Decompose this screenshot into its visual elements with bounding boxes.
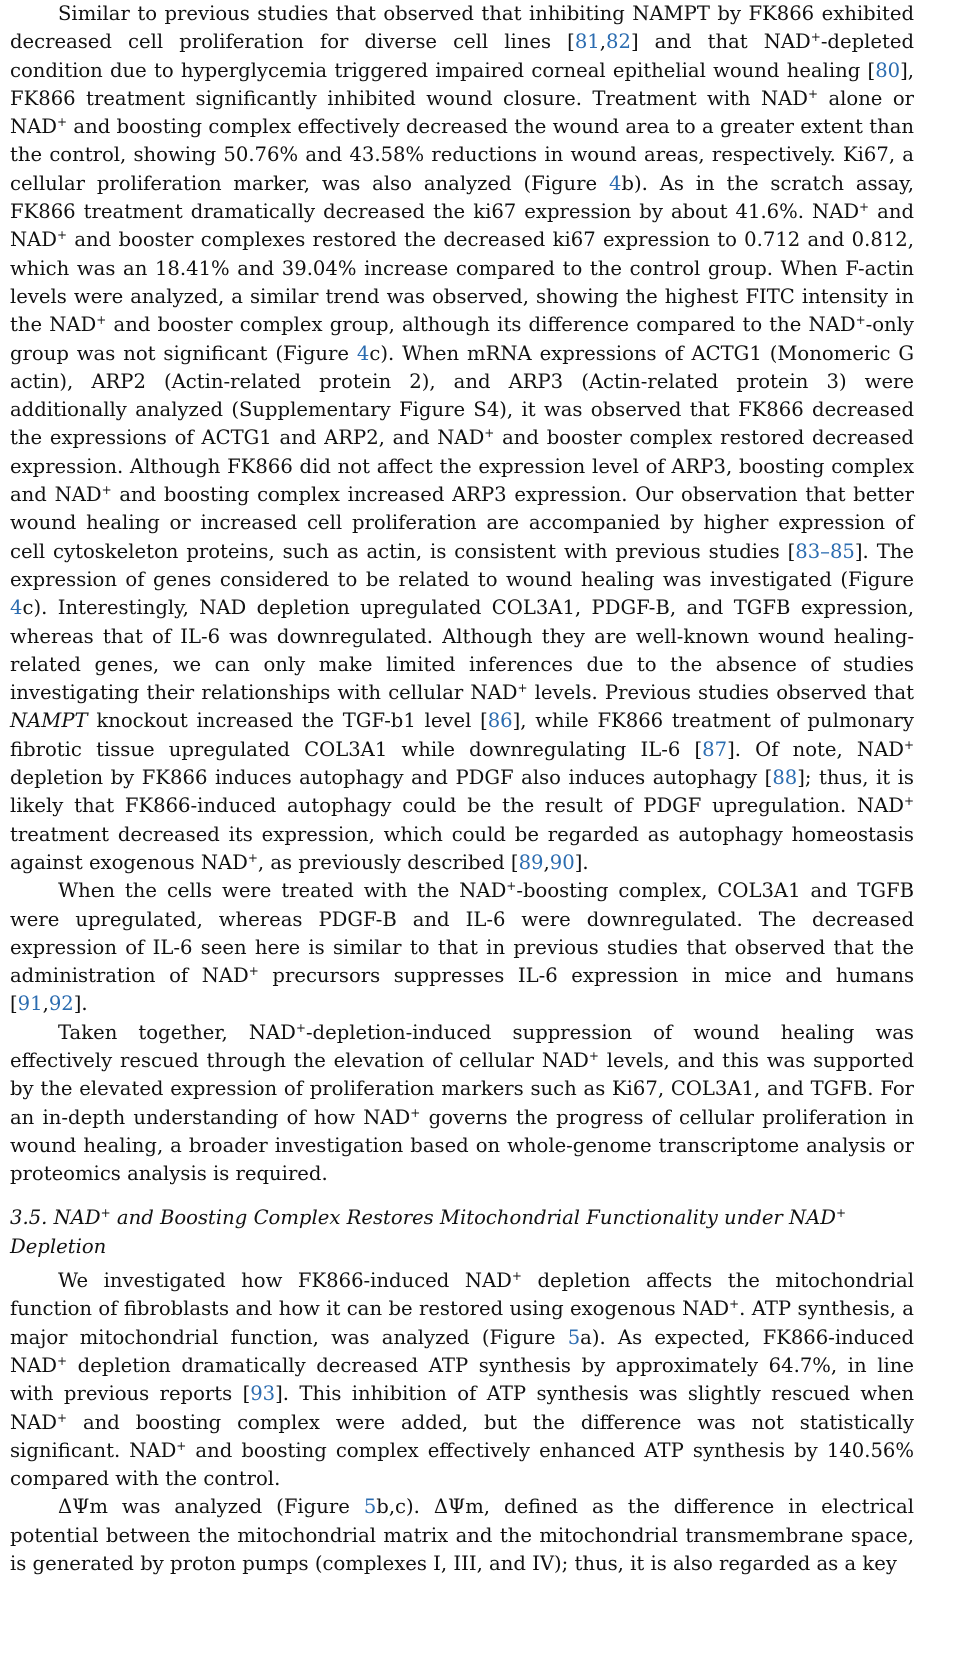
text-run: levels, and this was supported by the elevated expression of proliferation markers such as Ki67, COL3A1, and TGFB. For an in-depth understanding of how NAD [10, 1048, 914, 1129]
text-run: ]. [73, 992, 88, 1016]
text-run: and boosting complex effectively enhanced ATP synthesis by 140.56% compared with the control. [10, 1438, 914, 1491]
superscript-plus: + [836, 1206, 847, 1221]
text-run: -only group was not significant (Figure [10, 313, 914, 365]
text-run: and Boosting Complex Restores Mitochondrial Functionality under NAD [110, 1206, 837, 1230]
text-run: , [42, 992, 49, 1016]
superscript-plus: + [506, 879, 517, 894]
text-run: and booster complexes restored the decreased ki67 expression to 0.712 and 0.812, which was an 18.41% and 39.04% increase compared to the control group. When F-actin levels were analyzed, a similar trend was observed, showing the highest FITC intensity in the NAD [10, 228, 914, 337]
text-run: Similar to previous studies that observed that inhibiting NAMPT by FK866 exhibited decreased cell proliferation for diverse cell lines [ [10, 2, 914, 54]
paragraph-atp-synthesis [10, 1267, 914, 1493]
text-run: ]. The expression of genes considered to be related to wound healing was investigated (Figure [10, 539, 914, 591]
text-run: precursors suppresses IL-6 expression in mice and humans [ [10, 964, 914, 1016]
text-run: b,c). ΔΨm, defined as the difference in electrical potential between the mitochondrial matrix and the mitochondrial transmembrane space, is generated by proton pumps (complexes I, III, and IV); thus, it is also regarded as a key [10, 1495, 914, 1576]
citation-link[interactable]: 5 [363, 1495, 377, 1519]
text-run: depletion affects the mitochondrial function of fibroblasts and how it can be restored using exogenous NAD [10, 1269, 914, 1321]
text-run: We investigated how FK866-induced NAD [58, 1269, 512, 1293]
paragraph-wound-healing [10, 0, 914, 877]
text-run: alone or NAD [10, 86, 914, 139]
superscript-plus: + [729, 1297, 740, 1312]
text-run: When the cells were treated with the NAD [58, 879, 507, 903]
text-run: -boosting complex, COL3A1 and TGFB were upregulated, whereas PDGF-B and IL-6 were downregulated. The decreased expression of IL-6 seen here is similar to that in previous studies that observed that the administration of NAD [10, 879, 914, 988]
citation-link[interactable]: 4 [608, 171, 622, 195]
paragraph-summary [10, 1019, 914, 1189]
superscript-plus: + [100, 1206, 111, 1221]
superscript-plus: + [57, 1353, 68, 1368]
superscript-plus: + [247, 850, 258, 865]
italic-term: NAMPT [10, 709, 88, 733]
paragraph-membrane-potential [10, 1493, 914, 1578]
superscript-plus: + [855, 313, 866, 328]
citation-link[interactable]: 93 [250, 1382, 276, 1406]
superscript-plus: + [57, 1410, 68, 1425]
text-run: c). When mRNA expressions of ACTG1 (Monomeric G actin), ARP2 (Actin-related protein 2), and ARP3 (Actin-related protein 3) were additionally analyzed (Supplementary Figure S4), it was observed that FK866 decreased the expressions of ACTG1 and ARP2, and NAD [10, 341, 914, 450]
superscript-plus: + [517, 681, 528, 696]
citation-link[interactable]: 4 [10, 596, 23, 620]
paragraph-boosting-complex-genes [10, 877, 914, 1018]
text-run: ], FK866 treatment significantly inhibited wound closure. Treatment with NAD [10, 58, 914, 110]
citation-link[interactable]: 81 [574, 30, 600, 54]
citation-link[interactable]: 89 [518, 850, 544, 874]
citation-link[interactable]: 5 [567, 1325, 581, 1349]
text-run: , as previously described [ [257, 850, 519, 874]
citation-link[interactable]: 4 [356, 341, 370, 365]
citation-link[interactable]: 82 [606, 30, 631, 54]
superscript-plus: + [511, 1269, 522, 1284]
text-run: and boosting complex were added, but the difference was not statistically significant. NAD [10, 1410, 914, 1462]
text-run: ]. This inhibition of ATP synthesis was slightly rescued when NAD [10, 1382, 914, 1434]
text-run: 3.5. NAD [10, 1206, 101, 1230]
text-run: -depletion-induced suppression of wound healing was effectively rescued through the elevation of cellular NAD [10, 1020, 914, 1072]
section-heading-3-5 [10, 1204, 914, 1261]
text-run: depletion by FK866 induces autophagy and PDGF also induces autophagy [ [10, 766, 773, 790]
superscript-plus: + [807, 86, 819, 101]
text-run: a). As expected, FK866-induced NAD [10, 1325, 915, 1377]
citation-link[interactable]: 90 [549, 850, 575, 874]
citation-link[interactable]: 80 [875, 58, 901, 82]
superscript-plus: + [248, 964, 259, 979]
text-run: ]. Of note, NAD [727, 737, 904, 761]
superscript-plus: + [410, 1105, 421, 1120]
superscript-plus: + [810, 30, 821, 45]
text-run: and boosting complex increased ARP3 expression. Our observation that better wound healing or increased cell proliferation are accompanied by higher expression of cell cytoskeleton proteins, such as actin, is consistent with previous studies [ [10, 483, 915, 563]
text-run: and booster complex restored decreased expression. Although FK866 did not affect the expression level of ARP3, boosting complex and NAD [10, 426, 914, 507]
superscript-plus: + [96, 313, 107, 328]
text-run: Depletion [10, 1234, 107, 1258]
superscript-plus: + [903, 737, 914, 752]
citation-link[interactable]: 92 [48, 992, 74, 1016]
text-run: ], while FK866 treatment of pulmonary fibrotic tissue upregulated COL3A1 while downregulating IL-6 [ [10, 709, 914, 761]
superscript-plus: + [588, 1048, 599, 1063]
text-run: levels. Previous studies observed that [527, 681, 915, 705]
superscript-plus: + [176, 1438, 187, 1453]
text-run: b). As in the scratch assay, FK866 treatment dramatically decreased the ki67 expression by about 41.6%. NAD [10, 171, 914, 224]
citation-link[interactable]: 91 [17, 992, 43, 1016]
superscript-plus: + [903, 794, 914, 809]
superscript-plus: + [295, 1020, 306, 1035]
superscript-plus: + [57, 115, 68, 130]
text-run: and booster complex group, although its difference compared to the NAD [106, 313, 856, 337]
text-run: c). Interestingly, NAD depletion upregulated COL3A1, PDGF-B, and TGFB expression, whereas that of IL-6 was downregulated. Although they are well-known wound healing-related genes, we can only make limited inferences due to the absence of studies investigating their relationships with cellular NAD [10, 596, 914, 705]
superscript-plus: + [859, 200, 870, 215]
text-run: and boosting complex effectively decreased the wound area to a greater extent than the control, showing 50.76% and 43.58% reductions in wound areas, respectively. Ki67, a cellular proliferation marker, was also analyzed (Figure [10, 115, 914, 195]
text-run: knockout increased the TGF-b1 level [ [87, 709, 488, 733]
citation-link[interactable]: 86 [487, 709, 513, 733]
text-run: . ATP synthesis, a major mitochondrial function, was analyzed (Figure [10, 1297, 914, 1349]
text-run: ΔΨm was analyzed (Figure [58, 1495, 364, 1519]
text-run: ] and that NAD [630, 30, 811, 54]
text-run: treatment decreased its expression, which could be regarded as autophagy homeostasis against exogenous NAD [10, 822, 914, 874]
text-run: Taken together, NAD [58, 1020, 296, 1044]
citation-link[interactable]: 83–85 [795, 539, 855, 563]
text-run: -depleted condition due to hyperglycemia triggered impaired corneal epithelial wound healing [ [10, 30, 914, 82]
text-run: ]; thus, it is likely that FK866-induced autophagy could be the result of PDGF upregulation. NAD [10, 766, 914, 818]
superscript-plus: + [57, 228, 68, 243]
citation-link[interactable]: 88 [772, 766, 798, 790]
citation-link[interactable]: 87 [702, 737, 728, 761]
text-run: depletion dramatically decreased ATP synthesis by approximately 64.7%, in line with previous reports [ [10, 1353, 914, 1406]
superscript-plus: + [484, 426, 495, 441]
text-run: governs the progress of cellular proliferation in wound healing, a broader investigation based on whole-genome transcriptome analysis or proteomics analysis is required. [10, 1105, 915, 1186]
text-run: , [543, 850, 550, 874]
text-run: ]. [574, 850, 589, 874]
text-run: , [599, 30, 606, 54]
superscript-plus: + [101, 483, 112, 498]
text-run: and NAD [10, 200, 914, 252]
